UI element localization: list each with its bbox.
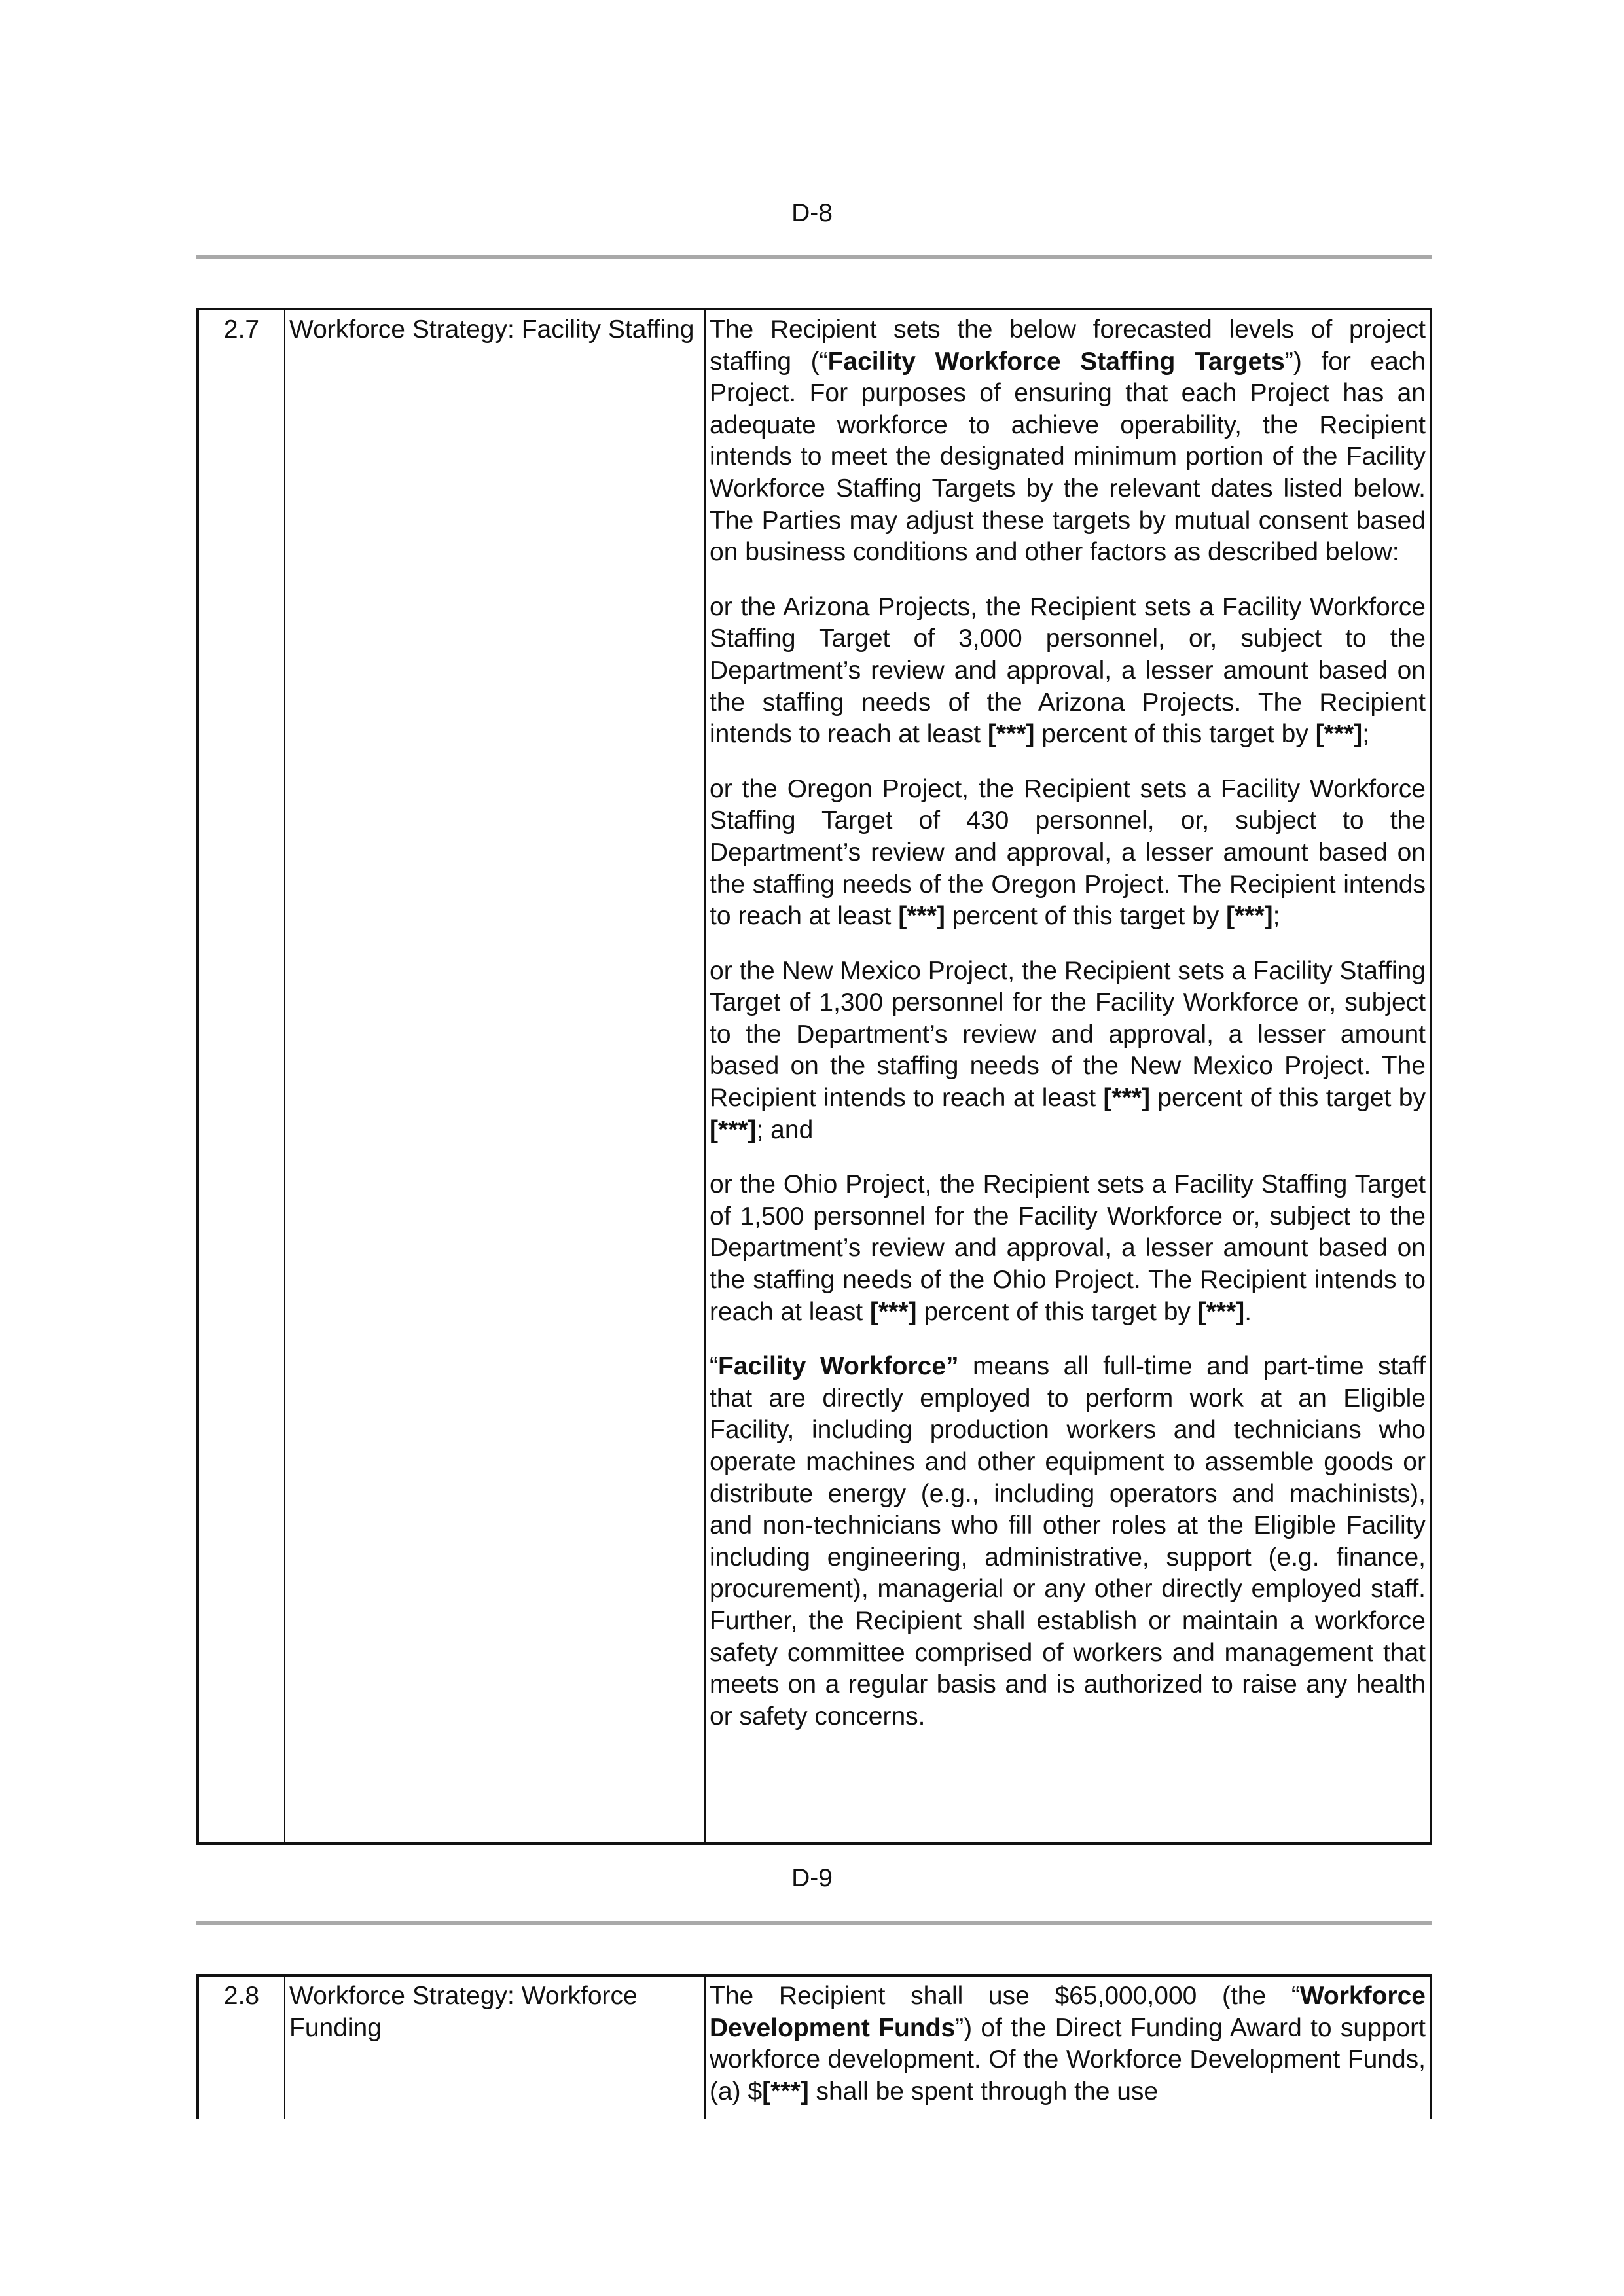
text-run: percent of this target by bbox=[1034, 720, 1316, 749]
text-run: ; bbox=[1272, 902, 1280, 931]
page-rule bbox=[196, 255, 1432, 259]
text-run: “ bbox=[710, 1352, 718, 1381]
clause-paragraph bbox=[710, 1351, 1426, 1732]
text-run: shall be spent through the use bbox=[808, 2077, 1159, 2106]
clause-paragraph bbox=[710, 956, 1426, 1147]
clause-number: 2.8 bbox=[198, 1975, 285, 2119]
clause-table-2-8 bbox=[196, 1974, 1432, 2119]
bold-text-run: [***] bbox=[987, 720, 1035, 749]
clause-body bbox=[705, 309, 1431, 1844]
text-run: ; and bbox=[756, 1115, 814, 1144]
clause-topic: Workforce Strategy: Workforce Funding bbox=[285, 1975, 705, 2119]
clause-paragraph bbox=[710, 314, 1426, 569]
bold-text-run: Facility Workforce” bbox=[718, 1352, 959, 1381]
text-run: or the Arizona Projects, the Recipient sets a Facility Workforce Staffing Target of 3,000 personnel, or, subject to the Department’s review and approval, a lesser amount based on the staffing needs of the Arizona Projects. The Recipient intends to reach at least bbox=[710, 592, 1426, 749]
text-run: percent of this target by bbox=[1149, 1084, 1426, 1113]
clause-number: 2.7 bbox=[198, 309, 285, 1844]
text-run: ”) for each Project. For purposes of ensuring that each Project has an adequate workforce to achieve operability, the Recipient intends to meet the designated minimum portion of the Facility Workforce Staffing Targets by the relevant dates listed below. The Parties may adjust these targets by mutual consent based on business conditions and other factors as described below: bbox=[710, 347, 1426, 567]
clause-paragraph bbox=[710, 592, 1426, 751]
text-run: ; bbox=[1362, 720, 1370, 749]
text-run: or the Oregon Project, the Recipient sets a Facility Workforce Staffing Target of 430 personnel, or, subject to the Department’s review and approval, a lesser amount based on the staffing needs of the Oregon Project. The Recipient intends to reach at least bbox=[710, 774, 1426, 931]
page-rule bbox=[196, 1921, 1432, 1925]
clause-paragraph bbox=[710, 1169, 1426, 1328]
table-row bbox=[198, 309, 1431, 1844]
bold-text-run: Workforce Development Funds bbox=[710, 1982, 1426, 2042]
text-run: The Recipient shall use $65,000,000 (the “ bbox=[710, 1982, 1300, 2010]
text-run: percent of this target by bbox=[945, 902, 1227, 931]
clause-table-2-7 bbox=[196, 308, 1432, 1845]
clause-topic: Workforce Strategy: Facility Staffing bbox=[285, 309, 705, 1844]
text-run: ”) of the Direct Funding Award to support workforce development. Of the Workforce Development Funds, (a) $ bbox=[710, 2013, 1426, 2106]
text-run: or the New Mexico Project, the Recipient sets a Facility Staffing Target of 1,300 personnel for the Facility Workforce or, subject to the Department’s review and approval, a lesser amount based on the staffing needs of the New Mexico Project. The Recipient intends to reach at least bbox=[710, 956, 1426, 1113]
bold-text-run: [***] bbox=[710, 1115, 757, 1144]
text-run: The Recipient sets the below forecasted levels of project staffing (“ bbox=[710, 315, 1426, 376]
clause-body bbox=[705, 1975, 1431, 2119]
bold-text-run: [***] bbox=[762, 2077, 809, 2106]
clause-paragraph bbox=[710, 774, 1426, 933]
table-row bbox=[198, 1975, 1431, 2119]
text-run: percent of this target by bbox=[916, 1297, 1198, 1326]
bold-text-run: [***] bbox=[1315, 720, 1363, 749]
bold-text-run: [***] bbox=[1226, 902, 1273, 931]
bold-text-run: [***] bbox=[898, 902, 945, 931]
bold-text-run: [***] bbox=[869, 1297, 917, 1326]
page-label-d9: D-9 bbox=[791, 1864, 833, 1892]
page-label-d8: D-8 bbox=[791, 199, 833, 227]
bold-text-run: Facility Workforce Staffing Targets bbox=[827, 347, 1285, 376]
text-run: or the Ohio Project, the Recipient sets a Facility Staffing Target of 1,500 personnel for the Facility Workforce or, subject to the Department’s review and approval, a lesser amount based on the staffing needs of the Ohio Project. The Recipient intends to reach at least bbox=[710, 1170, 1426, 1326]
bold-text-run: [***] bbox=[1103, 1084, 1150, 1113]
text-run: . bbox=[1244, 1297, 1252, 1326]
clause-paragraph bbox=[710, 1981, 1426, 2108]
text-run: means all full-time and part-time staff that are directly employed to perform work at an Eligible Facility, including production workers and technicians who operate machines and other equipment to assemble goods or distribute energy (e.g., including operators and machinists), and non-technicians who fill other roles at the Eligible Facility including engineering, administrative, support (e.g. finance, procurement), managerial or any other directly employed staff. Further, the Recipient shall establish or maintain a workforce safety committee comprised of workers and management that meets on a regular basis and is authorized to raise any health or safety concerns. bbox=[710, 1352, 1426, 1731]
bold-text-run: [***] bbox=[1197, 1297, 1245, 1326]
